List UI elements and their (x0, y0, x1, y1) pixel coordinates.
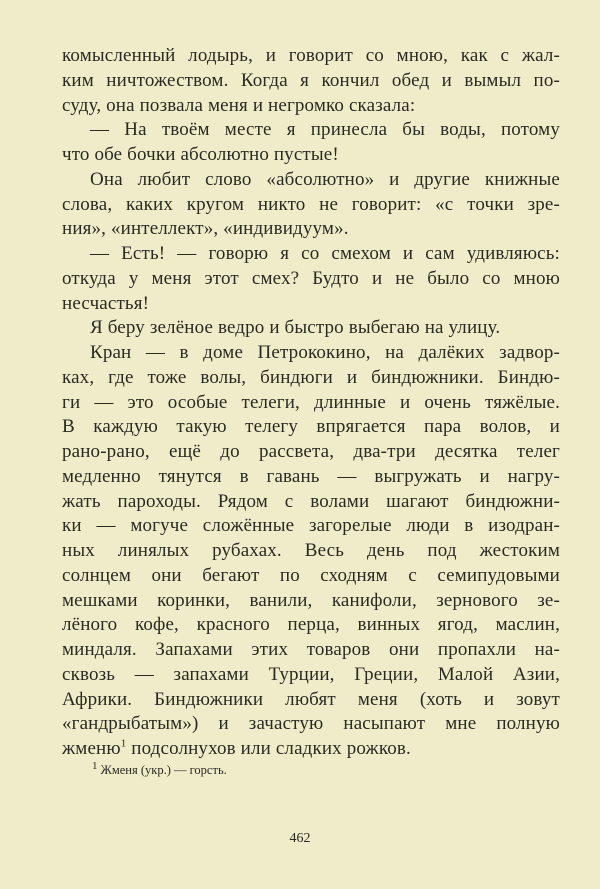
text-line: мешками коринки, ванили, канифоли, зернового зе- (62, 589, 560, 611)
text-line (62, 737, 560, 762)
text-line: ния», «интеллект», «индивидуум». (62, 218, 349, 240)
text-line: Африки. Биндюжники любят меня (хоть и зовут (62, 688, 560, 710)
text-line: рано-рано, ещё до рассвета, два-три десятка телег (62, 441, 560, 462)
text-line-start: жменю (62, 738, 121, 759)
text-line: что обе бочки абсолютно пустые! (62, 144, 339, 165)
body-text (62, 44, 560, 762)
text-line: ги — это особые телеги, длинные и очень тяжёлые. (62, 391, 560, 413)
text-line: «гандрыбатым») и зачастую насыпают мне полную (62, 713, 560, 735)
text-line: ки — могуче сложённые загорелые люди в изодран- (62, 515, 560, 537)
text-line: комысленный лодырь, и говорит со мною, как с жал- (62, 45, 560, 66)
text-line: ных линялых рубахах. Весь день под жестоким (62, 540, 560, 561)
text-line: лёного кофе, красного перца, винных ягод, маслин, (62, 614, 560, 636)
text-line: несчастья! (62, 292, 150, 314)
text-line: ках, где тоже волы, биндюги и биндюжники. Биндю- (62, 366, 560, 388)
footnote-number: 1 (92, 759, 98, 772)
text-line: В каждую такую телегу впрягается пара волов, и (62, 416, 560, 438)
text-line-end: подсолнухов или сладких рожков. (131, 738, 411, 759)
text-line: Я беру зелёное ведро и быстро выбегаю на улицу. (90, 317, 501, 339)
text-line: — На твоём месте я принесла бы воды, потому (90, 119, 560, 141)
text-line: жать пароходы. Рядом с волами шагают биндюжни- (62, 490, 560, 512)
text-line: откуда у меня этот смех? Будто и не было со мною (62, 267, 560, 289)
text-line: суду, она позвала меня и негромко сказала: (62, 94, 416, 116)
text-line: ким ничтожеством. Когда я кончил обед и вымыл по- (62, 69, 560, 91)
footnote (92, 759, 227, 778)
text-line: Она любит слово «абсолютно» и другие книжные (90, 168, 560, 190)
text-line: медленно тянутся в гавань — выгружать и нагру- (62, 465, 560, 487)
footnote-marker: 1 (120, 737, 127, 750)
page-number: 462 (289, 831, 311, 846)
text-line: солнцем они бегают по сходням с семипудовыми (62, 564, 560, 586)
text-line: слова, каких кругом никто не говорит: «с точки зре- (62, 193, 560, 215)
text-line: Кран — в доме Петрококино, на далёких задвор- (90, 342, 560, 363)
text-line: — Есть! — говорю я со смехом и сам удивляюсь: (90, 243, 560, 264)
text-line: сквозь — запахами Турции, Греции, Малой Азии, (62, 663, 560, 685)
text-line: миндаля. Запахами этих товаров они пропахли на- (62, 639, 560, 660)
footnote-text: Жменя (укр.) — горсть. (100, 763, 227, 777)
